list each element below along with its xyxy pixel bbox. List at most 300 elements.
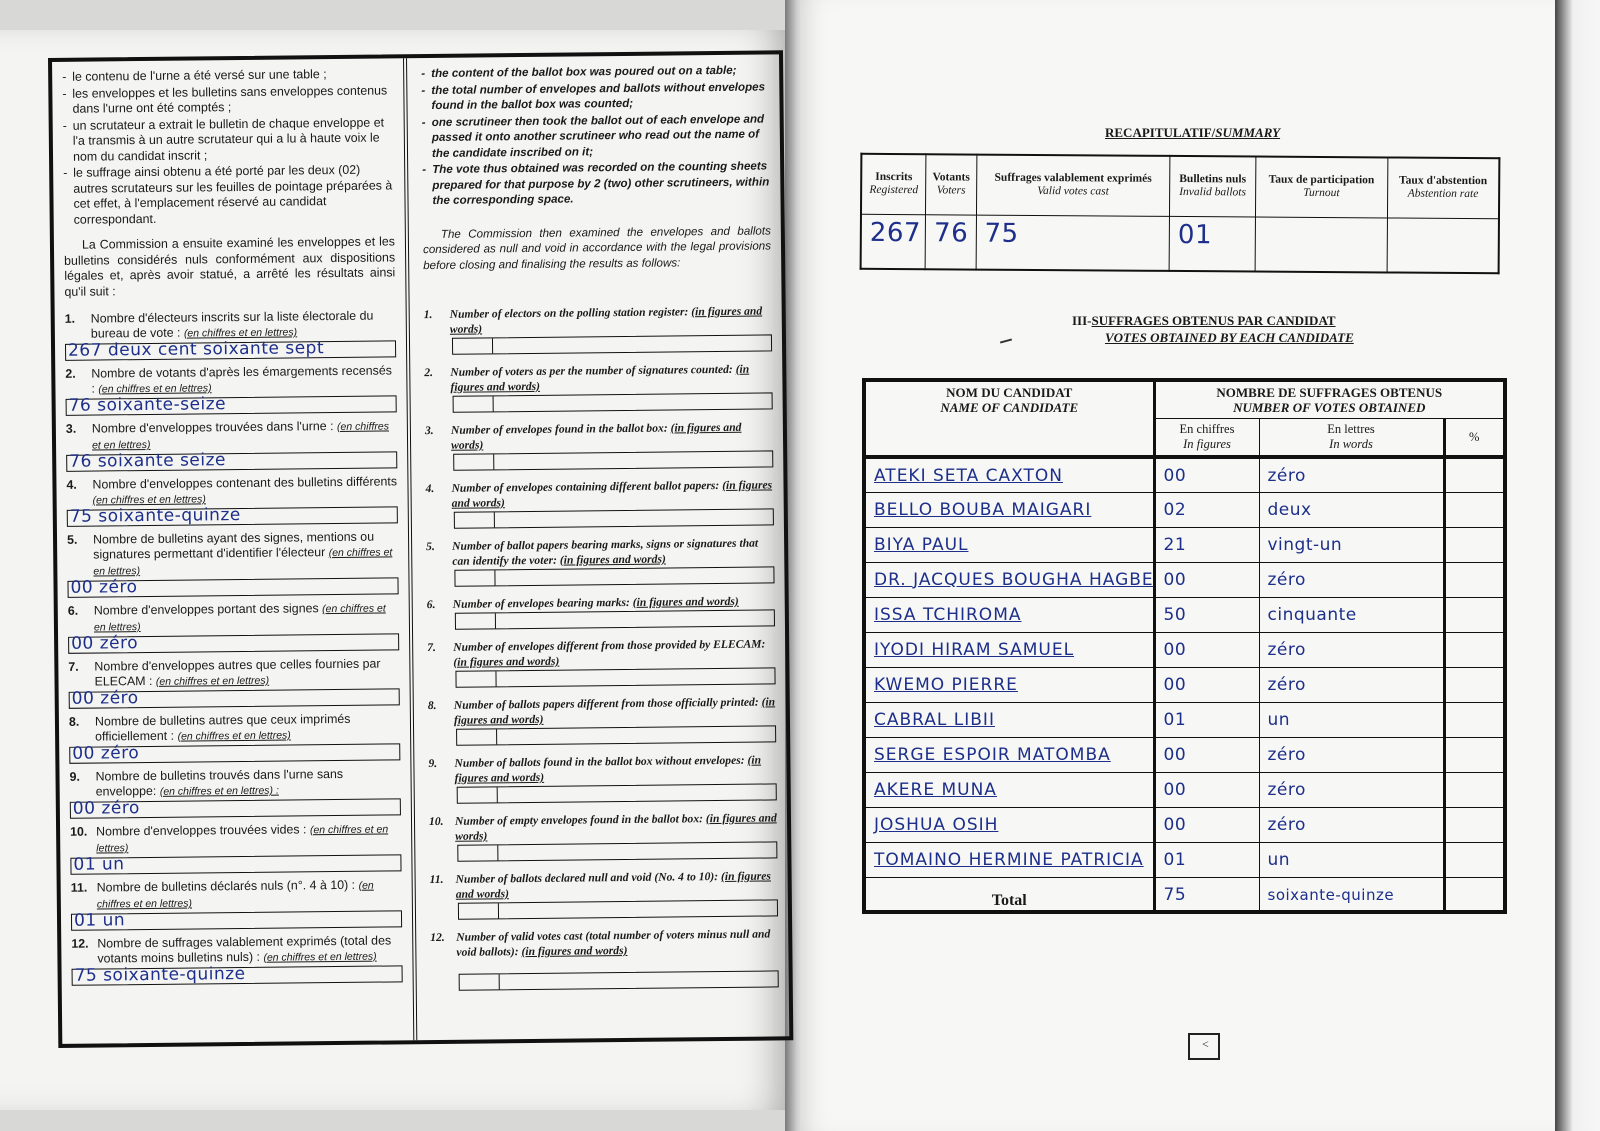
candidate-name <box>864 667 1154 702</box>
answer-field[interactable] <box>67 506 398 526</box>
header-abstention <box>1387 157 1499 218</box>
candidate-percent[interactable] <box>1444 667 1505 702</box>
candidate-figures[interactable] <box>1154 772 1259 807</box>
bilingual-form-frame <box>48 50 793 1048</box>
french-procedure-list <box>62 66 395 227</box>
candidate-words[interactable] <box>1259 597 1444 632</box>
item-label: Number of valid votes cast (total number of voters minus null and void ballots): <box>456 927 771 959</box>
handwritten-name: JOSHUA OSIH <box>874 814 999 835</box>
item-number: 5. <box>66 532 78 547</box>
form-item-2 <box>424 361 772 413</box>
handwritten-words: un <box>1267 709 1291 730</box>
item-hint: (en chiffres et en lettres) <box>155 674 270 688</box>
answer-field[interactable] <box>68 633 399 653</box>
form-item-9 <box>428 752 776 804</box>
figures-cell <box>455 570 495 585</box>
procedure-step: - le suffrage ainsi obtenu a été porté par les deux (02) autres scrutateurs sur les feuilles de pointage préparées à cet effet, à l'emplacement réservé au candidat correspondant. <box>63 162 395 227</box>
handwritten-total-words: soixante-quinze <box>1267 885 1395 904</box>
figures-cell <box>453 338 493 353</box>
item-label: Nombre d'enveloppes portant des signes <box>93 601 319 618</box>
header-invalid-ballots <box>1170 156 1256 217</box>
candidate-figures[interactable] <box>1154 632 1259 667</box>
header-en: Turnout <box>1303 187 1340 200</box>
header-fr: Bulletins nuls <box>1179 173 1247 186</box>
handwritten-answer: 76 soixante seize <box>69 450 227 472</box>
figures-cell <box>459 903 499 918</box>
summary-table <box>860 153 1501 274</box>
form-item-12 <box>71 933 402 985</box>
handwritten-name: ATEKI SETA CAXTON <box>874 466 1063 486</box>
item-hint: (en chiffres et en lettres) <box>92 493 206 507</box>
handwritten-words: zéro <box>1267 814 1306 835</box>
item-number: 5. <box>426 539 435 554</box>
candidate-name <box>864 842 1154 877</box>
candidate-percent[interactable] <box>1444 562 1505 597</box>
figures-header <box>1154 419 1259 458</box>
handwritten-words: zéro <box>1267 639 1306 660</box>
candidate-row <box>864 562 1505 597</box>
item-label: Nombre d'enveloppes autres que celles fournies par ELECAM : <box>94 656 381 689</box>
procedure-step: - The vote thus obtained was recorded on the counting sheets prepared for that purpose by 2 (two) other scrutineers, within the corresponding space. <box>422 158 770 208</box>
form-item-2 <box>65 363 396 415</box>
answer-field[interactable] <box>70 854 401 874</box>
answer-field[interactable] <box>456 725 776 745</box>
figures-cell <box>457 729 497 744</box>
header-fr: Suffrages valablement exprimés <box>994 171 1152 186</box>
handwritten-name: SERGE ESPOIR MATOMBA <box>874 744 1111 765</box>
candidate-row <box>864 667 1505 702</box>
candidate-name <box>864 597 1154 632</box>
item-number: 7. <box>427 640 436 655</box>
handwritten-value: 267 <box>869 217 922 248</box>
header-fr: Taux d'abstention <box>1399 174 1488 188</box>
french-column <box>52 58 417 1044</box>
item-number: 9. <box>69 769 80 784</box>
words-header <box>1259 419 1444 458</box>
item-number: 11. <box>70 880 88 895</box>
header-valid-votes <box>976 155 1170 216</box>
handwritten-name: AKERE MUNA <box>874 779 997 800</box>
item-label: Nombre de bulletins trouvés dans l'urne sans enveloppe: <box>95 766 344 799</box>
item-hint: (in figures and words) <box>451 420 742 452</box>
item-number: 2. <box>424 365 434 380</box>
form-item-8 <box>428 694 776 746</box>
handwritten-value: 01 <box>1177 219 1213 250</box>
item-number: 11. <box>429 872 444 887</box>
candidate-name <box>864 702 1154 737</box>
procedure-step: - les enveloppes et les bulletins sans enveloppes contenus dans l'urne ont été comptés ; <box>62 83 393 117</box>
item-label: Nombre de bulletins autres que ceux imprimés officiellement : <box>94 711 351 744</box>
candidate-figures[interactable] <box>1154 737 1259 772</box>
votes-header <box>1154 380 1505 419</box>
words-header-en: In words <box>1329 437 1373 451</box>
form-item-5 <box>67 529 399 597</box>
answer-field[interactable] <box>66 395 397 415</box>
candidate-percent[interactable] <box>1444 527 1505 562</box>
stamp-mark: < <box>1202 1037 1209 1051</box>
handwritten-figures: 01 <box>1163 709 1187 730</box>
item-hint: (en chiffres et en lettres) <box>96 823 389 855</box>
procedure-step: - un scrutateur a extrait le bulletin de chaque enveloppe et l'a transmis à un autre scrutateur qui a lu à haute voix le nom du candidat inscrit ; <box>63 115 394 165</box>
candidate-figures[interactable] <box>1154 597 1259 632</box>
candidate-figures[interactable] <box>1154 807 1259 842</box>
answer-field[interactable] <box>66 451 397 471</box>
candidate-percent[interactable] <box>1444 597 1505 632</box>
form-item-11 <box>430 868 778 920</box>
handwritten-answer: 75 soixante-quinze <box>69 505 241 527</box>
answer-field[interactable] <box>452 334 772 354</box>
candidate-words[interactable] <box>1259 562 1444 597</box>
form-item-4 <box>66 474 397 526</box>
candidates-table <box>862 378 1507 914</box>
header-fr: Inscrits <box>875 171 913 184</box>
header-fr: Taux de participation <box>1268 173 1375 187</box>
answer-field[interactable] <box>67 577 398 597</box>
handwritten-answer: 75 soixante-quinze <box>74 963 246 986</box>
candidate-percent[interactable] <box>1444 737 1505 772</box>
figures-cell <box>456 613 496 628</box>
header-fr: Votants <box>932 171 970 184</box>
form-item-11 <box>71 877 403 930</box>
candidate-row <box>864 457 1505 492</box>
turnout-cell[interactable] <box>1255 217 1387 273</box>
total-figures[interactable] <box>1154 877 1259 912</box>
form-item-6 <box>68 600 400 653</box>
item-label: Number of envelopes bearing marks: <box>452 595 630 611</box>
item-label: Nombre d'enveloppes trouvées vides : <box>96 822 307 839</box>
item-hint: (en chiffres et en lettres) <box>93 602 386 634</box>
candidate-words[interactable] <box>1259 492 1444 527</box>
candidate-percent[interactable] <box>1444 702 1505 737</box>
item-label: Number of envelopes containing different ballot papers: <box>451 478 720 495</box>
total-row <box>864 877 1505 912</box>
item-hint: (en chiffres et en lettres) : <box>159 784 279 798</box>
handwritten-words: zéro <box>1267 744 1306 765</box>
form-item-7 <box>68 656 399 708</box>
candidate-row <box>864 807 1505 842</box>
handwritten-answer: 00 zéro <box>71 688 139 709</box>
handwritten-figures: 50 <box>1163 604 1187 625</box>
handwritten-name: DR. JACQUES BOUGHA HAGBE <box>874 569 1154 590</box>
header-turnout <box>1255 157 1387 218</box>
candidate-name <box>864 527 1154 562</box>
answer-field[interactable] <box>455 667 775 687</box>
french-items <box>65 308 403 985</box>
item-label: Nombre d'enveloppes contenant des bulletins différents <box>92 474 398 492</box>
form-item-10 <box>70 821 402 874</box>
handwritten-words: cinquante <box>1267 604 1357 625</box>
candidate-percent[interactable] <box>1444 632 1505 667</box>
section-title-fr: SUFFRAGES OBTENUS PAR CANDIDAT <box>1091 313 1336 328</box>
answer-field[interactable] <box>455 609 775 629</box>
answer-field[interactable] <box>457 841 777 861</box>
candidate-name <box>864 807 1154 842</box>
candidate-words[interactable] <box>1259 737 1444 772</box>
handwritten-words: un <box>1267 849 1291 870</box>
item-label: Nombre d'enveloppes trouvées dans l'urne : <box>91 419 334 436</box>
answer-field[interactable] <box>457 783 777 803</box>
candidate-figures[interactable] <box>1154 702 1259 737</box>
figures-cell <box>454 454 494 469</box>
item-hint: (in figures and words) <box>453 654 560 669</box>
item-hint: (in figures and words) <box>455 869 771 901</box>
answer-field[interactable] <box>65 340 396 360</box>
abstention-cell[interactable] <box>1387 217 1499 273</box>
handwritten-figures: 00 <box>1163 674 1187 695</box>
total-label: Total <box>864 877 1154 912</box>
total-percent[interactable] <box>1444 877 1505 912</box>
item-number: 6. <box>67 603 79 618</box>
header-en: Registered <box>869 184 919 197</box>
form-item-12 <box>430 926 779 991</box>
procedure-step: - one scrutineer then took the ballot out of each envelope and passed it onto another scrutineer who read out the name of the candidate inscribed on it; <box>422 111 770 161</box>
commission-paragraph: La Commission a ensuite examiné les enveloppes et les bulletins considérés nuls conformément aux dispositions légales et, après avoir statué, a arrêté les résultats ainsi qu'il suit : <box>64 234 396 299</box>
item-label: Number of ballot papers bearing marks, signs or signatures that can identify the voter: <box>452 536 759 568</box>
form-item-1 <box>65 308 396 360</box>
handwritten-words: vingt-un <box>1267 534 1343 555</box>
form-item-1 <box>424 303 772 355</box>
candidate-words[interactable] <box>1259 632 1444 667</box>
item-number: 6. <box>426 597 436 612</box>
valid-votes-cell[interactable] <box>976 215 1170 271</box>
answer-field[interactable] <box>69 743 400 763</box>
candidate-row <box>864 737 1505 772</box>
item-hint: (in figures and words) <box>632 594 739 609</box>
procedure-step: - the total number of envelopes and ballots without envelopes found in the ballot box was counted; <box>421 79 769 114</box>
candidate-name <box>864 457 1154 492</box>
header-registered <box>861 154 926 214</box>
answer-field[interactable] <box>459 970 779 990</box>
candidate-figures[interactable] <box>1154 562 1259 597</box>
figures-cell <box>458 787 498 802</box>
item-label: Number of electors on the polling station register: <box>449 305 689 321</box>
item-number: 4. <box>425 481 435 496</box>
candidate-name <box>864 492 1154 527</box>
item-label: Number of ballots papers different from those officially printed: <box>453 695 759 712</box>
item-hint: (en chiffres et en lettres) <box>177 729 291 743</box>
form-item-6 <box>427 593 775 630</box>
answer-field[interactable] <box>69 688 400 708</box>
candidate-figures[interactable] <box>1154 492 1259 527</box>
handwritten-words: zéro <box>1267 466 1306 486</box>
item-label: Number of empty envelopes found in the ballot box: <box>454 812 704 828</box>
item-number: 2. <box>65 366 76 381</box>
handwritten-words: zéro <box>1267 779 1306 800</box>
english-column <box>411 54 789 1040</box>
form-item-7 <box>427 636 775 688</box>
header-voters <box>926 154 977 214</box>
handwritten-figures: 00 <box>1163 744 1187 765</box>
item-label: Nombre de votants d'après les émargements recensés : <box>91 363 392 396</box>
candidate-figures[interactable] <box>1154 527 1259 562</box>
item-hint: (in figures and words) <box>450 362 750 394</box>
item-number: 10. <box>428 814 444 829</box>
name-header <box>864 380 1154 457</box>
item-label: Nombre d'électeurs inscrits sur la liste électorale du bureau de vote : <box>90 308 374 341</box>
item-hint: (en chiffres et en lettres) <box>93 546 393 578</box>
procedure-step: - le contenu de l'urne a été versé sur une table ; <box>62 66 393 85</box>
handwritten-answer: 00 zéro <box>71 633 139 654</box>
handwritten-answer: 00 zéro <box>72 798 140 819</box>
candidate-row <box>864 597 1505 632</box>
handwritten-name: IYODI HIRAM SAMUEL <box>874 639 1075 660</box>
item-hint: (in figures and words) <box>455 811 777 843</box>
header-en: Valid votes cast <box>1037 185 1109 198</box>
candidate-row <box>864 527 1505 562</box>
candidate-words[interactable] <box>1259 527 1444 562</box>
candidate-figures[interactable] <box>1154 667 1259 702</box>
figures-header-en: In figures <box>1183 437 1231 451</box>
voters-cell[interactable] <box>925 214 976 269</box>
item-hint: (en chiffres et en lettres) <box>96 879 374 911</box>
item-number: 12. <box>430 930 445 945</box>
item-number: 7. <box>68 659 79 674</box>
figures-cell <box>454 396 494 411</box>
page-number-stamp <box>1188 1033 1220 1060</box>
handwritten-figures: 02 <box>1163 499 1187 520</box>
handwritten-answer: 01 un <box>73 910 126 931</box>
candidate-words[interactable] <box>1259 457 1444 492</box>
handwritten-words: zéro <box>1267 569 1306 590</box>
summary-header-row <box>861 154 1499 218</box>
invalid-ballots-cell[interactable] <box>1169 216 1255 272</box>
english-items <box>424 303 779 991</box>
page-edge <box>1555 0 1600 1131</box>
header-en: Abstention rate <box>1407 187 1479 201</box>
summary-title-fr: RECAPITULATIF/ <box>1105 125 1216 140</box>
item-hint: (in figures and words) <box>449 304 763 336</box>
item-label: Number of ballots found in the ballot box without envelopes: <box>454 753 745 770</box>
summary-title-en: SUMMARY <box>1215 125 1281 140</box>
item-hint: (in figures and words) <box>521 943 628 959</box>
figures-cell <box>456 671 496 686</box>
commission-paragraph: The Commission then examined the envelopes and ballots considered as null and void in accordance with the legal provisions before closing and finalising the results as follows: <box>422 223 772 272</box>
section-title <box>1072 313 1336 329</box>
header-en: Voters <box>936 184 966 197</box>
handwritten-figures: 00 <box>1163 814 1187 835</box>
candidate-row <box>864 632 1505 667</box>
handwritten-name: CABRAL LIBII <box>874 709 995 730</box>
form-item-3 <box>66 418 398 471</box>
form-item-10 <box>429 810 777 862</box>
form-item-9 <box>69 766 400 818</box>
handwritten-name: TOMAINO HERMINE PATRICIA <box>874 849 1144 870</box>
handwritten-name: ISSA TCHIROMA <box>874 604 1022 625</box>
total-words[interactable] <box>1259 877 1444 912</box>
handwritten-name: BELLO BOUBA MAIGARI <box>874 499 1092 520</box>
candidate-words[interactable] <box>1259 772 1444 807</box>
header-en: Invalid ballots <box>1179 186 1247 199</box>
section-title-en: VOTES OBTAINED BY EACH CANDIDATE <box>1105 330 1354 345</box>
english-procedure-list <box>421 62 770 208</box>
candidate-name <box>864 737 1154 772</box>
name-header-fr: NOM DU CANDIDAT <box>946 385 1073 400</box>
candidate-words[interactable] <box>1259 702 1444 737</box>
handwritten-answer: 00 zéro <box>72 743 140 764</box>
answer-field[interactable] <box>70 798 401 818</box>
candidate-figures[interactable] <box>1154 842 1259 877</box>
handwritten-figures: 01 <box>1163 849 1187 870</box>
handwritten-figures: 00 <box>1163 639 1187 660</box>
handwritten-value: 75 <box>984 218 1019 249</box>
item-number: 4. <box>66 477 77 492</box>
figures-header-fr: En chiffres <box>1179 422 1235 436</box>
form-item-5 <box>426 535 774 587</box>
figures-cell <box>458 845 498 860</box>
item-label: Nombre de bulletins déclarés nuls (n°. 4 à 10) : <box>96 877 356 895</box>
item-number: 8. <box>68 714 80 729</box>
answer-field[interactable] <box>454 566 774 586</box>
candidate-percent[interactable] <box>1444 772 1505 807</box>
item-number: 3. <box>65 421 77 436</box>
candidate-percent[interactable] <box>1444 842 1505 877</box>
handwritten-words: zéro <box>1267 674 1306 695</box>
item-label: Number of ballots declared null and void (No. 4 to 10): <box>455 870 719 886</box>
handwritten-answer: 76 soixante-seize <box>68 394 227 416</box>
candidate-words[interactable] <box>1259 842 1444 877</box>
answer-field[interactable] <box>453 392 773 412</box>
form-item-4 <box>425 477 773 529</box>
item-number: 3. <box>424 423 434 438</box>
item-number: 1. <box>64 311 76 326</box>
item-hint: (in figures and words) <box>454 753 762 785</box>
item-label: Nombre de suffrages valablement exprimés (total des votants moins bulletins nuls) : <box>97 933 392 966</box>
handwritten-total-figures: 75 <box>1163 884 1187 905</box>
handwritten-figures: 00 <box>1163 569 1187 590</box>
handwritten-figures: 00 <box>1163 779 1187 800</box>
item-label: Number of voters as per the number of signatures counted: <box>450 362 733 379</box>
summary-values-row <box>861 214 1499 273</box>
figures-cell <box>455 512 495 527</box>
candidate-row <box>864 702 1505 737</box>
item-label: Nombre de bulletins ayant des signes, mentions ou signatures permettant d'identifier l'électeur <box>92 529 375 562</box>
candidate-row <box>864 492 1505 527</box>
candidate-figures[interactable] <box>1154 457 1259 492</box>
candidate-name <box>864 772 1154 807</box>
candidate-row <box>864 772 1505 807</box>
handwritten-words: deux <box>1267 499 1312 520</box>
answer-field[interactable] <box>454 508 774 528</box>
section-number: III- <box>1072 313 1092 328</box>
candidate-name <box>864 632 1154 667</box>
form-item-8 <box>69 711 400 763</box>
registered-cell[interactable] <box>861 214 926 269</box>
item-number: 8. <box>427 698 437 713</box>
item-hint: (en chiffres et en lettres) <box>183 326 298 340</box>
answer-field[interactable] <box>71 910 402 930</box>
item-number: 1. <box>423 307 433 322</box>
votes-header-fr: NOMBRE DE SUFFRAGES OBTENUS <box>1216 385 1443 400</box>
answer-field[interactable] <box>458 899 778 919</box>
candidate-percent[interactable] <box>1444 807 1505 842</box>
candidate-percent[interactable] <box>1444 492 1505 527</box>
name-header-en: NAME OF CANDIDATE <box>940 400 1079 415</box>
handwritten-answer: 00 zéro <box>70 577 138 598</box>
handwritten-name: BIYA PAUL <box>874 534 969 555</box>
item-number: 9. <box>428 756 438 771</box>
handwritten-answer: 267 deux cent soixante sept <box>67 338 325 361</box>
candidate-words[interactable] <box>1259 667 1444 702</box>
answer-field[interactable] <box>453 450 773 470</box>
item-number: 12. <box>71 936 89 951</box>
candidate-words[interactable] <box>1259 807 1444 842</box>
summary-title <box>1105 125 1280 141</box>
item-hint: (in figures and words) <box>453 695 776 727</box>
answer-field[interactable] <box>72 965 403 985</box>
candidate-percent[interactable] <box>1444 457 1505 492</box>
votes-header-en: NUMBER OF VOTES OBTAINED <box>1233 400 1426 415</box>
percent-header: % <box>1444 419 1505 458</box>
